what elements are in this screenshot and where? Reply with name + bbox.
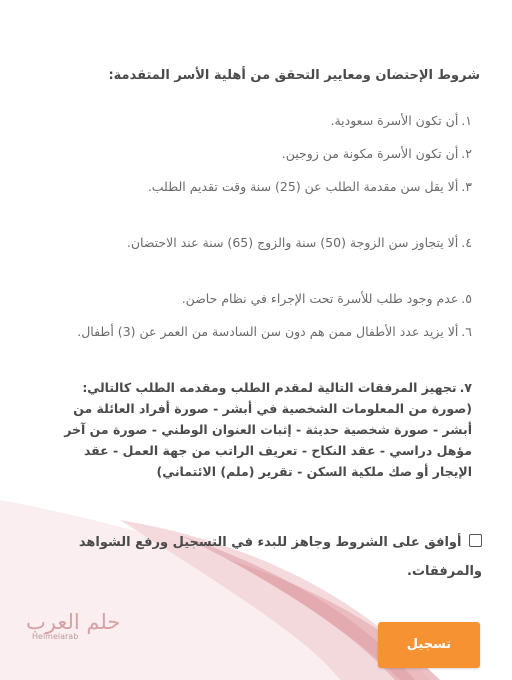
register-button[interactable]: تسجيل xyxy=(378,622,480,668)
condition-1: ١.أن تكون الأسرة سعودية. xyxy=(330,113,472,128)
condition-2: ٢.أن تكون الأسرة مكونة من زوجين. xyxy=(281,146,472,161)
agreement-label: أوافق على الشروط وجاهز للبدء في التسجيل ورفع الشواهد والمرفقات. xyxy=(78,535,482,579)
agreement-checkbox[interactable] xyxy=(469,534,482,547)
condition-7: ٧.تجهيز المرفقات التالية لمقدم الطلب ومقدمه الطلب كالتالي: (صورة من المعلومات الشخصية في أبشر - صورة أفراد العائلة من أبشر - صورة شخصية حديثة - إثبات العنوان الوطني - صورة من آخر مؤهل دراسي - عقد النكاح - تعريف الراتب من جهة العمل - عقد الإيجار أو صك ملكية السكن - تقرير (ملم) الائتماني) xyxy=(64,380,472,479)
condition-6: ٦.ألا يزيد عدد الأطفال ممن هم دون سن السادسة من العمر عن (3) أطفال. xyxy=(77,324,472,339)
condition-4: ٤.ألا يتجاوز سن الزوجة (50) سنة والزوج (65) سنة عند الاحتضان. xyxy=(126,235,472,250)
agreement[interactable] xyxy=(27,528,482,586)
watermark-arabic: حلم العرب xyxy=(26,610,121,634)
watermark-latin: Helmelarab xyxy=(32,632,79,641)
conditions-title: شروط الإحتضان ومعايير التحقق من أهلية الأسر المتقدمة: xyxy=(108,68,480,83)
condition-3: ٣.ألا يقل سن مقدمة الطلب عن (25) سنة وقت تقديم الطلب. xyxy=(147,179,472,194)
condition-5: ٥.عدم وجود طلب للأسرة تحت الإجراء في نظام حاضن. xyxy=(181,291,472,306)
